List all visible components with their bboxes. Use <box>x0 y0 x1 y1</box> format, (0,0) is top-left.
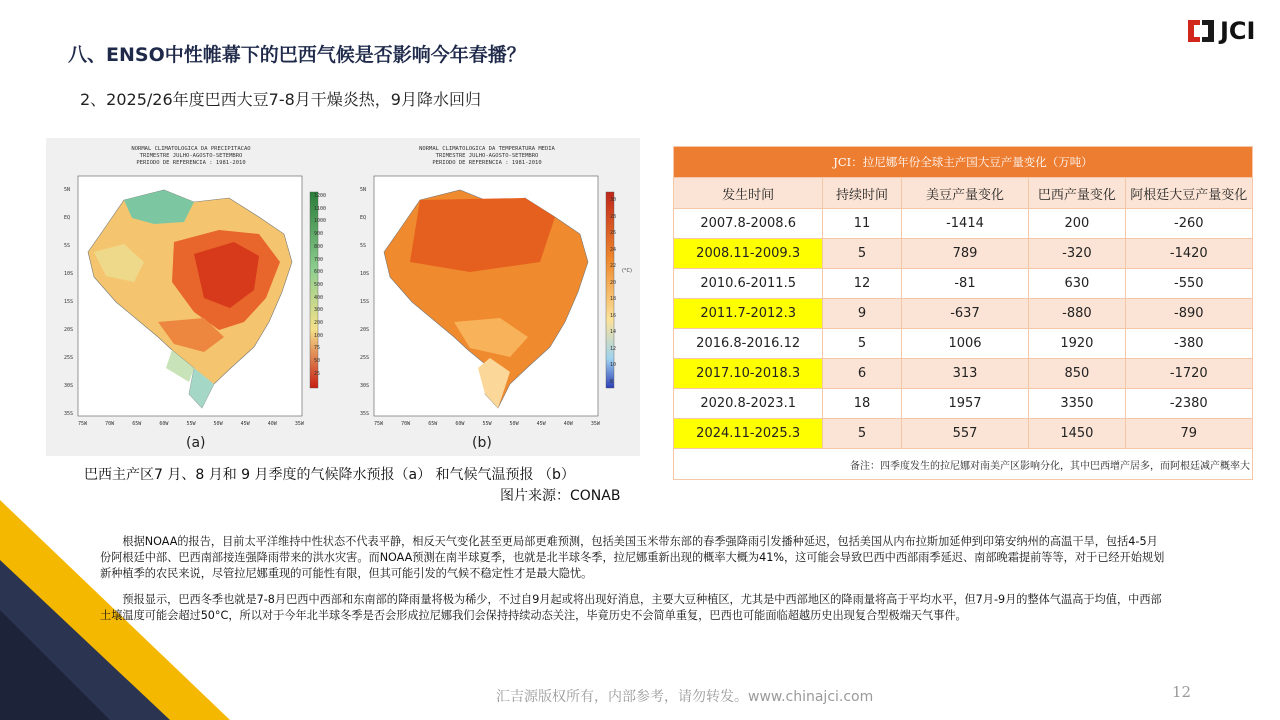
table-cell: -1420 <box>1125 239 1252 269</box>
map-heading-line: NORMAL CLIMATOLOGICA DA PRECIPITACAO <box>131 146 251 152</box>
table-cell: -550 <box>1125 269 1252 299</box>
table-cell: 789 <box>901 239 1028 269</box>
temperature-map-image <box>350 172 632 432</box>
logo-text: JCI <box>1220 17 1256 45</box>
map-label-b: (b) <box>472 435 492 451</box>
legend-value: 30 <box>610 197 617 203</box>
table-cell: 2017.10-2018.3 <box>674 359 823 389</box>
precipitation-map <box>46 138 336 456</box>
table-cell: 200 <box>1029 209 1125 239</box>
longitude-label: 60W <box>455 421 465 427</box>
legend-value: 10 <box>610 362 617 368</box>
legend-value: 28 <box>610 213 617 220</box>
maps-caption: 巴西主产区7 月、8 月和 9 月季度的气候降水预报（a） 和气候气温预报 （b） <box>84 467 575 483</box>
latitude-label: 15S <box>64 299 74 305</box>
page-title: 八、ENSO中性帷幕下的巴西气候是否影响今年春播？ <box>68 44 526 66</box>
legend-value: 1000 <box>314 218 327 225</box>
table-cell: 5 <box>823 419 902 449</box>
table-cell: 1450 <box>1029 419 1125 449</box>
analysis-text <box>100 534 1168 634</box>
table-cell: 6 <box>823 359 902 389</box>
table-row <box>674 239 1253 269</box>
longitude-label: 50W <box>213 421 223 427</box>
longitude-label: 35W <box>590 421 600 427</box>
table-cell: 18 <box>823 389 902 419</box>
legend-value: 20 <box>610 279 617 286</box>
latitude-label: 5N <box>360 187 367 193</box>
table-cell: -890 <box>1125 299 1252 329</box>
table-cell: 79 <box>1125 419 1252 449</box>
map-heading-line: PERIODO DE REFERENCIA : 1981-2010 <box>432 160 542 166</box>
table-cell: 1920 <box>1029 329 1125 359</box>
table-cell: -260 <box>1125 209 1252 239</box>
col-header: 持续时间 <box>823 178 902 209</box>
paragraph: 预报显示，巴西冬季也就是7-8月巴西中西部和东南部的降雨量将极为稀少，不过自9月起或将出现好消息，主要大豆种植区，尤其是中西部地区的降雨量将高于平均水平，但7月-9月的整体气温高于均值，中西部土壤温度可能会超过50°C，所以对于今年北半球冬季是否会形成拉尼娜我们会保持持续动态关注，毕竟历史不会简单重复，巴西也可能面临超越历史出现复合型极端天气事件。 <box>100 593 1162 622</box>
table-title: JCI：拉尼娜年份全球主产国大豆产量变化（万吨） <box>674 147 1253 178</box>
longitude-label: 70W <box>401 421 411 427</box>
longitude-label: 50W <box>509 421 519 427</box>
table-cell: 12 <box>823 269 902 299</box>
table-cell: 313 <box>901 359 1028 389</box>
longitude-label: 65W <box>428 421 438 427</box>
legend-value: 800 <box>314 243 324 250</box>
table-row <box>674 389 1253 419</box>
latitude-label: 25S <box>64 355 74 361</box>
legend-value: 75 <box>314 345 321 352</box>
latitude-label: 35S <box>64 411 74 417</box>
longitude-label: 45W <box>536 421 546 427</box>
map-label-a: (a) <box>186 435 206 451</box>
table-cell: -81 <box>901 269 1028 299</box>
legend-value: 300 <box>314 307 324 314</box>
col-header: 阿根廷大豆产量变化 <box>1125 178 1252 209</box>
latitude-label: EQ <box>360 215 367 221</box>
table-row <box>674 359 1253 389</box>
table-row <box>674 269 1253 299</box>
company-logo <box>1186 16 1276 46</box>
latitude-label: 20S <box>64 327 74 333</box>
col-header: 巴西产量变化 <box>1029 178 1125 209</box>
legend-value: 900 <box>314 231 324 238</box>
longitude-label: 60W <box>159 421 169 427</box>
legend-value: 100 <box>314 332 324 339</box>
table-cell: 9 <box>823 299 902 329</box>
table-cell: 1957 <box>901 389 1028 419</box>
table-cell: -880 <box>1029 299 1125 329</box>
longitude-label: 55W <box>482 421 492 427</box>
table-note: 备注：四季度发生的拉尼娜对南美产区影响分化，其中巴西增产居多，而阿根廷减产概率大 <box>674 449 1253 480</box>
table-cell: -380 <box>1125 329 1252 359</box>
latitude-label: 10S <box>64 271 74 277</box>
image-source: 图片来源：CONAB <box>500 488 621 504</box>
footer-copyright: 汇吉源版权所有，内部参考，请勿转发。www.chinajci.com <box>496 689 874 705</box>
legend-value: 26 <box>610 230 617 236</box>
table-cell: -1720 <box>1125 359 1252 389</box>
map-heading-line: PERIODO DE REFERENCIA : 1981-2010 <box>136 160 246 166</box>
table-cell: 2011.7-2012.3 <box>674 299 823 329</box>
table-cell: -2380 <box>1125 389 1252 419</box>
table-cell: -1414 <box>901 209 1028 239</box>
legend-value: 16 <box>610 312 617 319</box>
table-row <box>674 209 1253 239</box>
temperature-unit: (°C) <box>622 268 632 274</box>
table-cell: -637 <box>901 299 1028 329</box>
legend-value: 50 <box>314 358 321 365</box>
legend-value: 12 <box>610 345 617 352</box>
latitude-label: 20S <box>360 327 370 333</box>
page-number: 12 <box>1172 683 1192 701</box>
table-cell: 2008.11-2009.3 <box>674 239 823 269</box>
table-cell: 2010.6-2011.5 <box>674 269 823 299</box>
latitude-label: 5S <box>360 243 367 249</box>
col-header: 美豆产量变化 <box>901 178 1028 209</box>
temperature-map <box>342 138 632 456</box>
latitude-label: 5N <box>64 187 71 193</box>
latitude-label: 10S <box>360 271 370 277</box>
legend-value: 25 <box>314 370 321 377</box>
table-cell: 5 <box>823 239 902 269</box>
latitude-label: 35S <box>360 411 370 417</box>
legend-value: 200 <box>314 320 324 327</box>
longitude-label: 75W <box>374 421 384 427</box>
legend-value: 1100 <box>314 205 327 212</box>
table-row <box>674 419 1253 449</box>
legend-value: 600 <box>314 269 324 276</box>
map-heading-line: NORMAL CLIMATOLOGICA DA TEMPERATURA MEDIA <box>419 146 555 152</box>
longitude-label: 65W <box>132 421 142 427</box>
latitude-label: 15S <box>360 299 370 305</box>
precipitation-map-image <box>54 172 336 432</box>
map-heading-line: TRIMESTRE JULHO-AGOSTO-SETEMBRO <box>139 153 243 159</box>
table-cell: 630 <box>1029 269 1125 299</box>
table-cell: 5 <box>823 329 902 359</box>
latitude-label: 30S <box>360 383 370 389</box>
longitude-label: 70W <box>105 421 115 427</box>
table-cell: 2020.8-2023.1 <box>674 389 823 419</box>
table-cell: 557 <box>901 419 1028 449</box>
table-cell: 850 <box>1029 359 1125 389</box>
table-cell: -320 <box>1029 239 1125 269</box>
table-cell: 2024.11-2025.3 <box>674 419 823 449</box>
legend-value: 8 <box>610 378 614 385</box>
legend-value: 500 <box>314 281 324 288</box>
longitude-label: 35W <box>294 421 304 427</box>
legend-value: 22 <box>610 263 617 269</box>
map-heading-line: TRIMESTRE JULHO-AGOSTO-SETEMBRO <box>435 153 539 159</box>
latitude-label: 25S <box>360 355 370 361</box>
longitude-label: 75W <box>78 421 88 427</box>
legend-value: 24 <box>610 246 617 253</box>
legend-value: 18 <box>610 296 617 302</box>
longitude-label: 45W <box>240 421 250 427</box>
table-cell: 3350 <box>1029 389 1125 419</box>
table-cell: 11 <box>823 209 902 239</box>
legend-value: 1200 <box>314 193 327 199</box>
longitude-label: 40W <box>267 421 277 427</box>
legend-value: 14 <box>610 329 617 335</box>
col-header: 发生时间 <box>674 178 823 209</box>
table-cell: 2016.8-2016.12 <box>674 329 823 359</box>
paragraph: 根据NOAA的报告，目前太平洋维持中性状态不代表平静，相反天气变化甚至更局部更难预测，包括美国玉米带东部的春季强降雨引发播种延迟，包括美国从内布拉斯加延伸到印第安纳州的高温干旱，包括4-5月份阿根廷中部、巴西南部接连强降雨带来的洪水灾害。而NOAA预测在南半球夏季，也就是北半球冬季，拉尼娜重新出现的概率大概为41%，这可能会导致巴西中西部雨季延迟、南部晚霜提前等等，对于已经开始规划新种植季的农民来说，尽管拉尼娜重现的可能性有限，但其可能引发的气候不稳定性才是最大隐忧。 <box>100 535 1165 580</box>
legend-value: 400 <box>314 294 324 301</box>
table-header-row <box>674 178 1253 209</box>
page-subtitle: 2、2025/26年度巴西大豆7-8月干燥炎热，9月降水回归 <box>80 90 481 109</box>
legend-value: 700 <box>314 256 324 263</box>
longitude-label: 55W <box>186 421 196 427</box>
table-row <box>674 299 1253 329</box>
latitude-label: 30S <box>64 383 74 389</box>
table-cell: 2007.8-2008.6 <box>674 209 823 239</box>
longitude-label: 40W <box>563 421 573 427</box>
la-nina-soybean-table <box>673 146 1253 480</box>
climate-maps-panel <box>46 138 640 456</box>
table-cell: 1006 <box>901 329 1028 359</box>
latitude-label: EQ <box>64 215 71 221</box>
table-row <box>674 329 1253 359</box>
latitude-label: 5S <box>64 243 71 249</box>
